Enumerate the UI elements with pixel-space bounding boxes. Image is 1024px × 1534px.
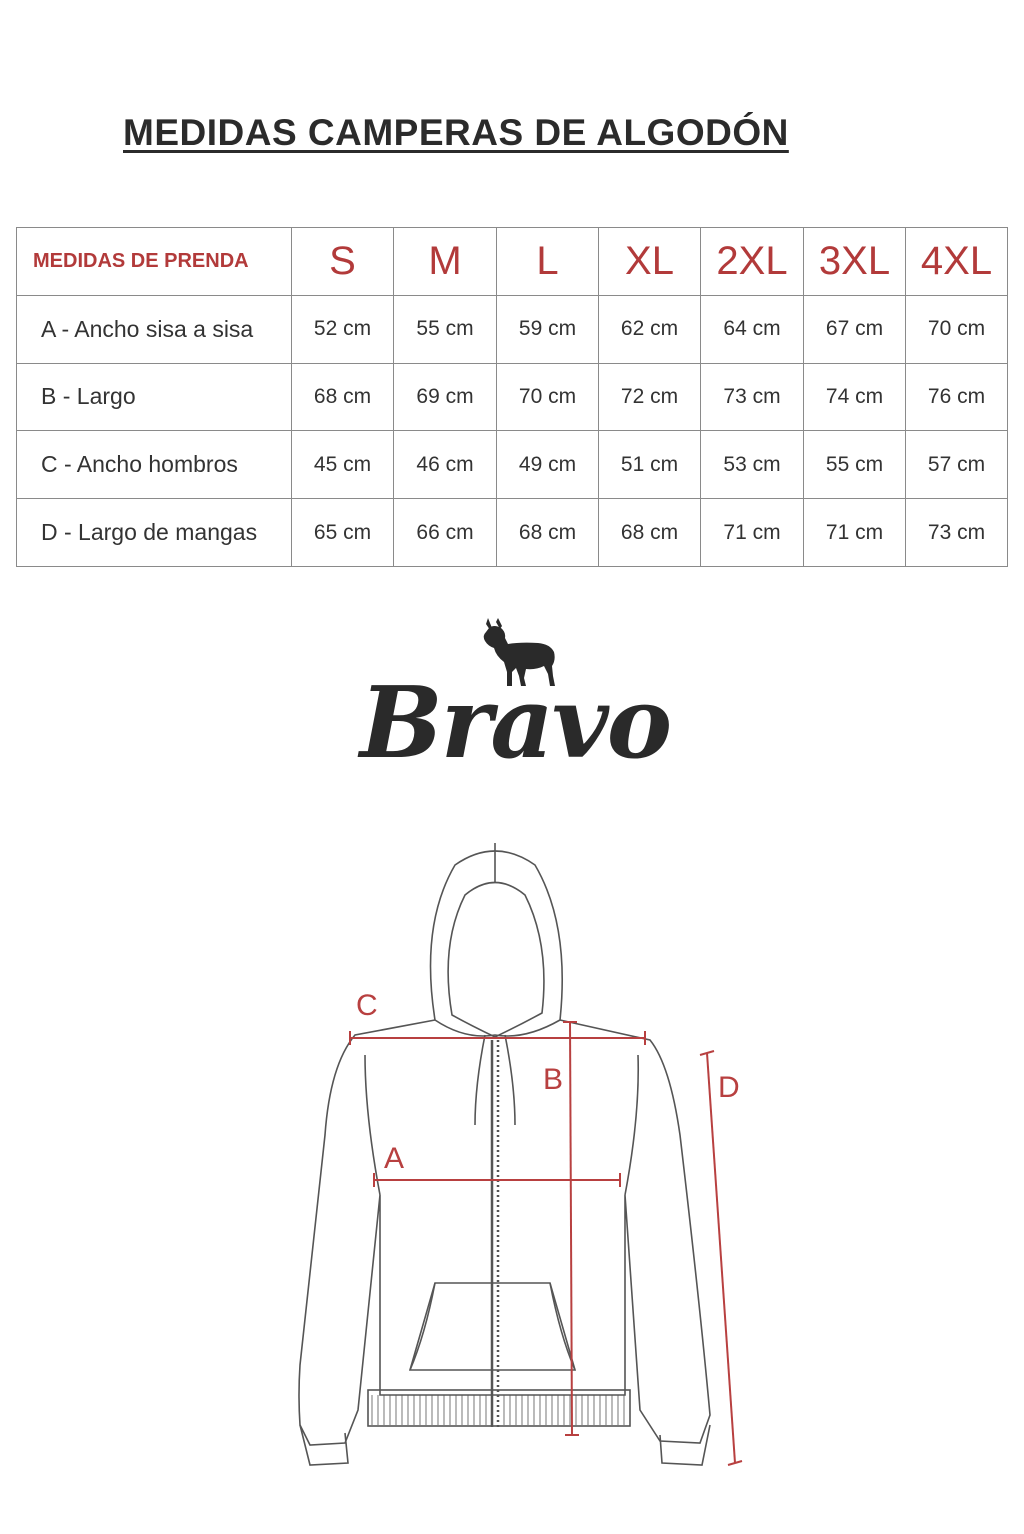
table-cell: 71 cm bbox=[804, 499, 906, 567]
size-header: 3XL bbox=[804, 228, 906, 296]
measure-line-d bbox=[707, 1053, 735, 1463]
brand-logo bbox=[340, 612, 690, 782]
brand-name: Bravo bbox=[359, 666, 671, 781]
table-cell: 69 cm bbox=[394, 363, 497, 431]
table-cell: 74 cm bbox=[804, 363, 906, 431]
table-cell: 59 cm bbox=[497, 295, 599, 363]
hood-inner-outline bbox=[448, 883, 544, 1038]
right-cuff bbox=[660, 1425, 710, 1465]
table-cell: 52 cm bbox=[292, 295, 394, 363]
drawstring bbox=[475, 1035, 485, 1125]
hoodie-measurement-diagram bbox=[270, 835, 770, 1475]
label-c: C bbox=[356, 989, 378, 1022]
table-cell: 53 cm bbox=[701, 431, 804, 499]
table-cell: 66 cm bbox=[394, 499, 497, 567]
table-cell: 64 cm bbox=[701, 295, 804, 363]
size-header: L bbox=[497, 228, 599, 296]
table-cell: 62 cm bbox=[599, 295, 701, 363]
table-row bbox=[17, 431, 1008, 499]
row-label: C - Ancho hombros bbox=[17, 431, 292, 499]
left-sleeve-seam bbox=[365, 1055, 380, 1195]
table-cell: 55 cm bbox=[804, 431, 906, 499]
table-cell: 70 cm bbox=[906, 295, 1008, 363]
label-b: B bbox=[543, 1063, 564, 1096]
table-cell: 65 cm bbox=[292, 499, 394, 567]
table-cell: 71 cm bbox=[701, 499, 804, 567]
table-cell: 68 cm bbox=[497, 499, 599, 567]
measure-line-b bbox=[570, 1022, 572, 1435]
header-label: MEDIDAS DE PRENDA bbox=[17, 228, 292, 296]
table-cell: 73 cm bbox=[906, 499, 1008, 567]
row-label: A - Ancho sisa a sisa bbox=[17, 295, 292, 363]
size-header: M bbox=[394, 228, 497, 296]
size-header: XL bbox=[599, 228, 701, 296]
table-cell: 76 cm bbox=[906, 363, 1008, 431]
right-sleeve-seam bbox=[625, 1055, 638, 1195]
table-cell: 57 cm bbox=[906, 431, 1008, 499]
table-cell: 73 cm bbox=[701, 363, 804, 431]
table-cell: 67 cm bbox=[804, 295, 906, 363]
table-cell: 51 cm bbox=[599, 431, 701, 499]
table-cell: 46 cm bbox=[394, 431, 497, 499]
size-header: S bbox=[292, 228, 394, 296]
table-cell: 70 cm bbox=[497, 363, 599, 431]
table-header-row bbox=[17, 228, 1008, 296]
table-cell: 68 cm bbox=[292, 363, 394, 431]
size-header: 2XL bbox=[701, 228, 804, 296]
table-cell: 45 cm bbox=[292, 431, 394, 499]
table-cell: 55 cm bbox=[394, 295, 497, 363]
label-a: A bbox=[384, 1142, 405, 1175]
table-row bbox=[17, 363, 1008, 431]
size-chart-table bbox=[16, 227, 1008, 567]
table-row bbox=[17, 499, 1008, 567]
size-header: 4XL bbox=[906, 228, 1008, 296]
table-cell: 72 cm bbox=[599, 363, 701, 431]
table-cell: 68 cm bbox=[599, 499, 701, 567]
table-cell: 49 cm bbox=[497, 431, 599, 499]
drawstring bbox=[505, 1035, 515, 1125]
body-outline bbox=[299, 1020, 710, 1445]
row-label: D - Largo de mangas bbox=[17, 499, 292, 567]
table-row bbox=[17, 295, 1008, 363]
page-title: MEDIDAS CAMPERAS DE ALGODÓN bbox=[123, 112, 789, 153]
label-d: D bbox=[718, 1071, 740, 1104]
row-label: B - Largo bbox=[17, 363, 292, 431]
